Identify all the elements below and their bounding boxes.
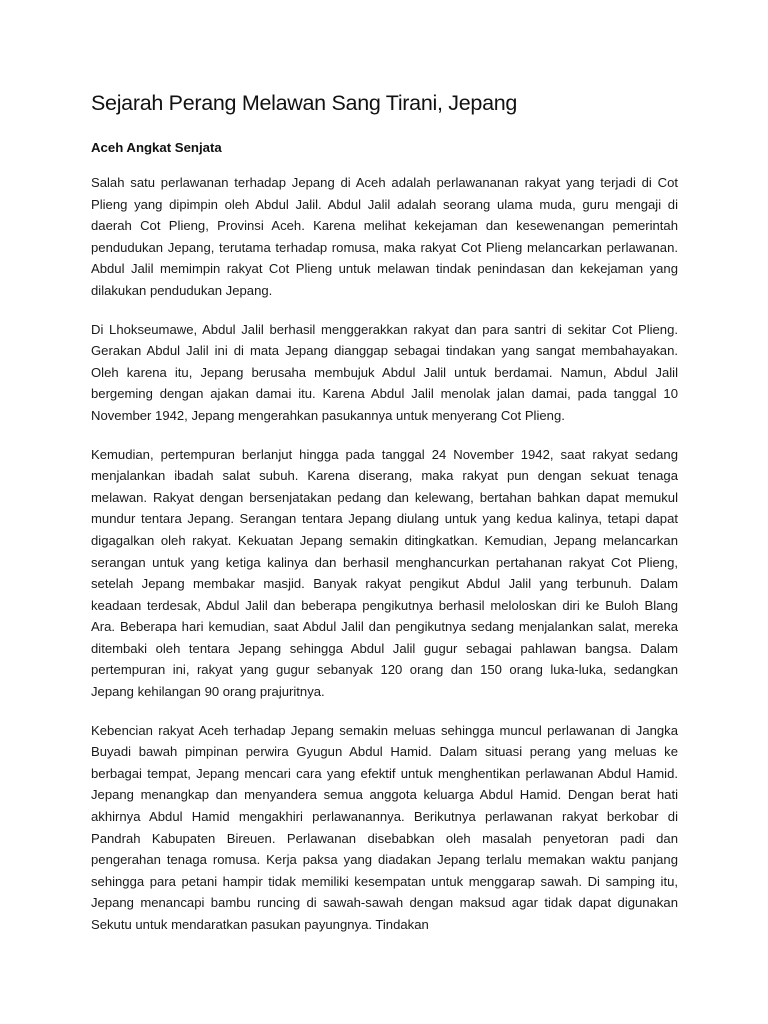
paragraph-2: Di Lhokseumawe, Abdul Jalil berhasil menggerakkan rakyat dan para santri di sekitar Cot Plieng. Gerakan Abdul Jalil ini di mata Jepang dianggap sebagai tindakan yang sangat membahayakan. Oleh karena itu, Jepang berusaha membujuk Abdul Jalil untuk berdamai. Namun, Abdul Jalil bergeming dengan ajakan damai itu. Karena Abdul Jalil menolak jalan damai, pada tanggal 10 November 1942, Jepang mengerahkan pasukannya untuk menyerang Cot Plieng.: [91, 321, 678, 423]
paragraph-1: Salah satu perlawanan terhadap Jepang di Aceh adalah perlawananan rakyat yang terjadi di Cot Plieng yang dipimpin oleh Abdul Jalil. Abdul Jalil adalah seorang ulama muda, guru mengaji di daerah Cot Plieng, Provinsi Aceh. Karena melihat kekejaman dan kesewenangan pemerintah pendudukan Jepang, terutama terhadap romusa, maka rakyat Cot Plieng melancarkan perlawanan. Abdul Jalil memimpin rakyat Cot Plieng untuk melawan tindak penindasan dan kekejaman yang dilakukan pendudukan Jepang.: [91, 175, 678, 298]
section-heading: Aceh Angkat Senjata: [91, 140, 222, 155]
paragraph-4: Kebencian rakyat Aceh terhadap Jepang semakin meluas sehingga muncul perlawanan di Jangka Buyadi bawah pimpinan perwira Gyugun Abdul Hamid. Dalam situasi perang yang meluas ke berbagai tempat, Jepang mencari cara yang efektif untuk menghentikan perlawanan Abdul Hamid. Jepang menangkap dan menyandera semua anggota keluarga Abdul Hamid. Dengan berat hati akhirnya Abdul Hamid mengakhiri perlawanannya. Berikutnya perlawanan rakyat berkobar di Pandrah Kabupaten Bireuen. Perlawanan disebabkan oleh masalah penyetoran padi dan pengerahan tenaga romusa. Kerja paksa yang diadakan Jepang terlalu memakan waktu panjang sehingga para petani hampir tidak memiliki kesempatan untuk menggarap sawah. Di samping itu, Jepang menancapi bambu runcing di sawah-sawah dengan maksud agar tidak dapat digunakan Sekutu untuk mendaratkan pasukan payungnya. Tindakan: [91, 722, 678, 932]
document-body: [91, 172, 678, 953]
document-title: Sejarah Perang Melawan Sang Tirani, Jepang: [91, 91, 518, 115]
paragraph-3: Kemudian, pertempuran berlanjut hingga pada tanggal 24 November 1942, saat rakyat sedang menjalankan ibadah salat subuh. Karena diserang, maka rakyat pun dengan sekuat tenaga melawan. Rakyat dengan bersenjatakan pedang dan kelewang, bertahan bahkan dapat memukul mundur tentara Jepang. Serangan tentara Jepang diulang untuk yang kedua kalinya, tetapi dapat digagalkan oleh rakyat. Kekuatan Jepang semakin ditingkatkan. Kemudian, Jepang melancarkan serangan untuk yang ketiga kalinya dan berhasil menghancurkan pertahanan rakyat Cot Plieng, setelah Jepang membakar masjid. Banyak rakyat pengikut Abdul Jalil yang terbunuh. Dalam keadaan terdesak, Abdul Jalil dan beberapa pengikutnya berhasil meloloskan diri ke Buloh Blang Ara. Beberapa hari kemudian, saat Abdul Jalil dan pengikutnya sedang menjalankan salat, mereka ditembaki oleh tentara Jepang sehingga Abdul Jalil gugur sebagai pahlawan bangsa. Dalam pertempuran ini, rakyat yang gugur sebanyak 120 orang dan 150 orang luka-luka, sedangkan Jepang kehilangan 90 orang prajuritnya.: [91, 446, 678, 700]
